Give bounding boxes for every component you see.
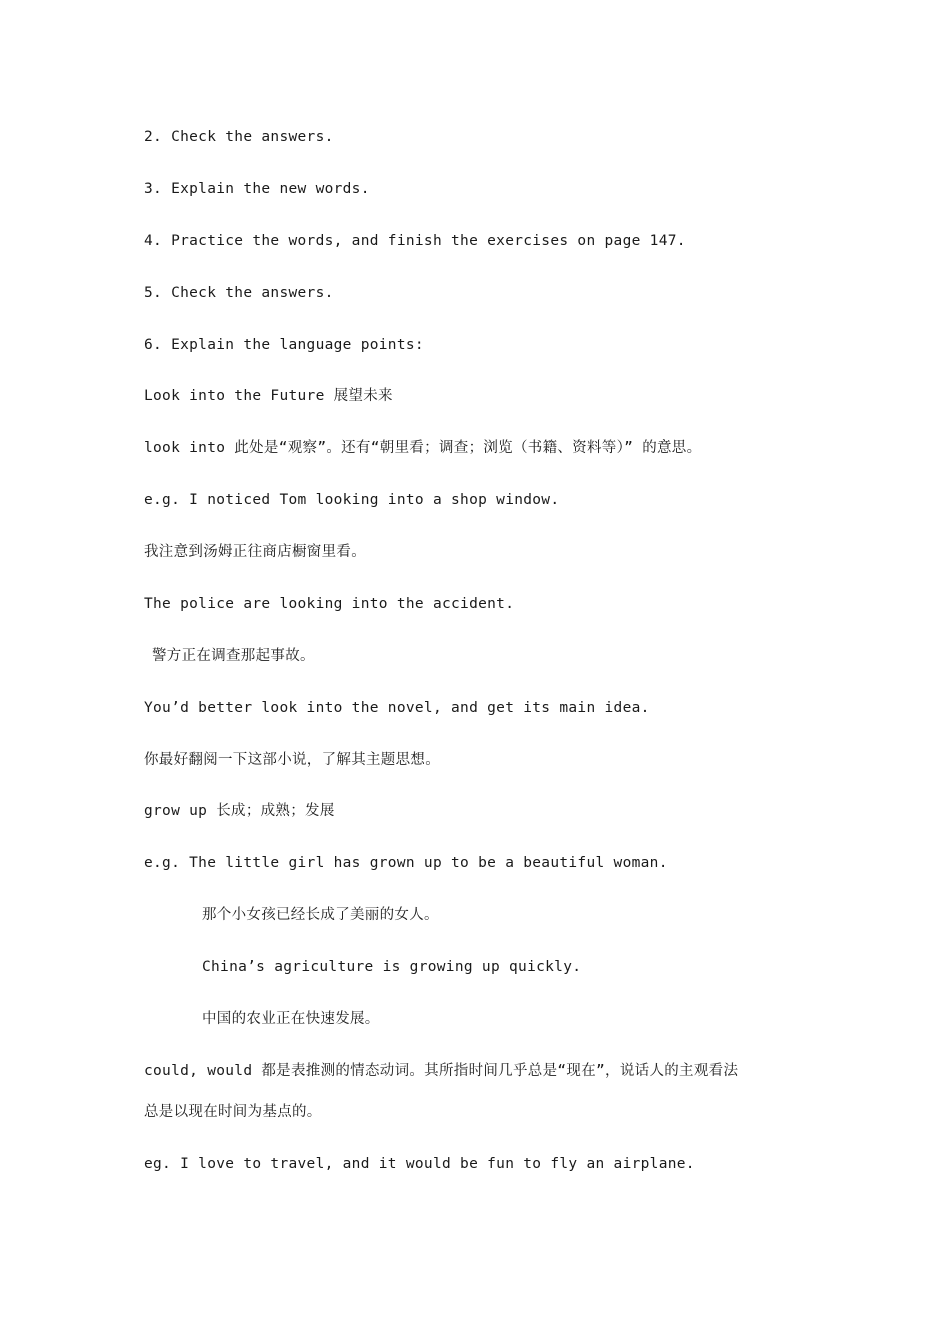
- example-sentence: e.g. The little girl has grown up to be a beautiful woman.: [144, 855, 668, 871]
- section-heading: Look into the Future 展望未来: [144, 388, 393, 404]
- step-5-text: 5. Check the answers.: [144, 285, 334, 301]
- example-translation: 我注意到汤姆正往商店橱窗里看。: [144, 544, 366, 560]
- example-translation: 那个小女孩已经长成了美丽的女人。: [202, 907, 439, 923]
- modal-verbs-note: could, would 都是表推测的情态动词。其所指时间几乎总是“现在”，说话人的主观看法: [144, 1063, 739, 1079]
- example-sentence: You’d better look into the novel, and get its main idea.: [144, 700, 650, 716]
- example-translation: 中国的农业正在快速发展。: [202, 1011, 380, 1027]
- grow-up-definition: grow up 长成；成熟；发展: [144, 803, 335, 819]
- modal-verbs-note-continued: 总是以现在时间为基点的。: [144, 1104, 322, 1120]
- example-sentence: e.g. I noticed Tom looking into a shop window.: [144, 492, 560, 508]
- step-6-text: 6. Explain the language points:: [144, 337, 424, 353]
- example-sentence: China’s agriculture is growing up quickly.: [202, 959, 582, 975]
- example-sentence: The police are looking into the accident.: [144, 596, 515, 612]
- step-4-text: 4. Practice the words, and finish the exercises on page 147.: [144, 233, 686, 249]
- step-2-text: 2. Check the answers.: [144, 129, 334, 145]
- look-into-definition: look into 此处是“观察”。还有“朝里看；调查；浏览（书籍、资料等）” 的意思。: [144, 440, 702, 456]
- example-translation: 警方正在调查那起事故。: [152, 648, 315, 664]
- example-translation: 你最好翻阅一下这部小说，了解其主题思想。: [144, 752, 440, 768]
- step-3-text: 3. Explain the new words.: [144, 181, 370, 197]
- example-sentence: eg. I love to travel, and it would be fun to fly an airplane.: [144, 1156, 695, 1172]
